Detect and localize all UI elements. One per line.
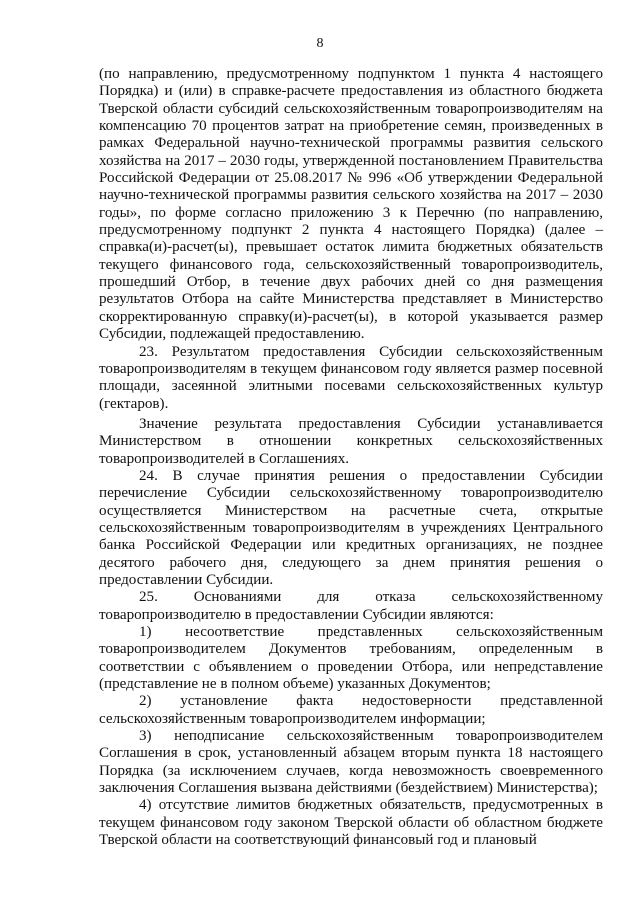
paragraph-item-25: 25. Основаниями для отказа сельскохозяйственному товаропроизводителю в предоставлении Субсидии являются: [99,589,603,623]
list-item-4: 4) отсутствие лимитов бюджетных обязательств, предусмотренных в текущем финансовом году законом Тверской области об областном бюджете Тверской области на соответствующий финансовый год и плановый [99,797,603,849]
paragraph-item-24: 24. В случае принятия решения о предоставлении Субсидии перечисление Субсидии сельскохозяйственному товаропроизводителю осуществляется Министерством на расчетные счета, открытые сельскохозяйственным товаропроизводителям в учреждениях Центрального банка Российской Федерации или кредитных организациях, не позднее десятого рабочего дня, следующего за днем принятия решения о предоставлении Субсидии. [99,467,603,588]
paragraph-result-value: Значение результата предоставления Субсидии устанавливается Министерством в отношении конкретных сельскохозяйственных товаропроизводителей в Соглашениях. [99,415,603,467]
page-number: 8 [316,36,324,51]
list-item-1: 1) несоответствие представленных сельскохозяйственным товаропроизводителем Документов требованиям, определенным в соответствии с объявлением о проведении Отбора, или непредставление (представление не в полном объеме) указанных Документов; [99,624,603,693]
paragraph-continuation: (по направлению, предусмотренному подпунктом 1 пункта 4 настоящего Порядка) и (или) в справке-расчете предоставления из областного бюджета Тверской области субсидий сельскохозяйственным товаропроизводителям на компенсацию 70 процентов затрат на приобретение семян, произведенных в рамках Федеральной научно-технической программы развития сельского хозяйства на 2017 – 2030 годы, утвержденной постановлением Правительства Российской Федерации от 25.08.2017 № 996 «Об утверждении Федеральной научно-технической программы развития сельского хозяйства на 2017 – 2030 годы», по форме согласно приложению 3 к Перечню (по направлению, предусмотренному подпункт 2 пункта 4 настоящего Порядка) (далее – справка(и)-расчет(ы), превышает остаток лимита бюджетных обязательств текущего финансового года, сельскохозяйственный товаропроизводитель, прошедший Отбор, в течение двух рабочих дней со дня размещения результатов Отбора на сайте Министерства представляет в Министерство скорректированную справку(и)-расчет(ы), в которой указывается размер Субсидии, подлежащей предоставлению. [99,66,603,343]
document-body [99,66,603,849]
list-item-3: 3) неподписание сельскохозяйственным товаропроизводителем Соглашения в срок, установленный абзацем вторым пункта 18 настоящего Порядка (за исключением случаев, когда невозможность своевременного заключения Соглашения вызвана действиями (бездействием) Министерства); [99,728,603,797]
list-item-2: 2) установление факта недостоверности представленной сельскохозяйственным товаропроизводителем информации; [99,693,603,727]
paragraph-item-23: 23. Результатом предоставления Субсидии сельскохозяйственным товаропроизводителям в текущем финансовом году является размер посевной площади, засеянной элитными посевами сельскохозяйственных культур (гектаров). [99,343,603,412]
